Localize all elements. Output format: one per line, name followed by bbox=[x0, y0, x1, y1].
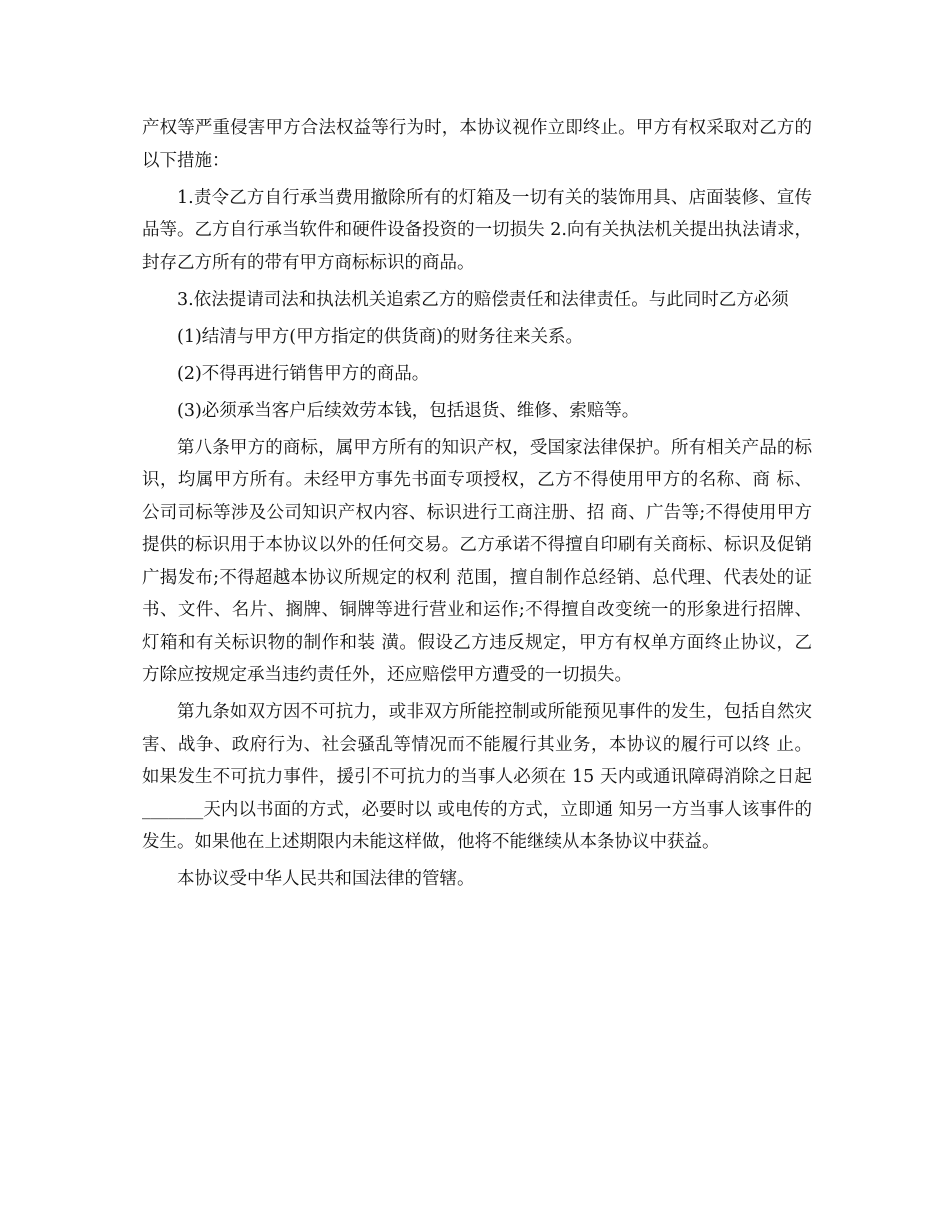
paragraph-obligation-2: (2)不得再进行销售甲方的商品。 bbox=[177, 363, 430, 384]
paragraph-intro: 产权等严重侵害甲方合法权益等行为时，本协议视作立即终止。甲方有权采取对乙方的 以下措施： bbox=[142, 118, 812, 171]
paragraph-obligation-3: (3)必须承当客户后续效劳本钱，包括退货、维修、索赔等。 bbox=[177, 400, 640, 421]
paragraph-governing-law: 本协议受中华人民共和国法律的管辖。 bbox=[177, 869, 475, 889]
paragraph-article-9: 第九条如双方因不可抗力，或非双方所能控制或所能预见事件的发生，包括自然灾害、战争、政府行为、社会骚乱等情况而不能履行其业务，本协议的履行可以终 止。如果发生不可抗力事件，援引不可抗力的当事人必须在 15 天内或通讯障碍消除之日起_______天内以书面的方式，必要时以 或电传的方式，立即通 知另一方当事人该事件的发生。如果他在上述期限内未能这样做，他将不能继续从本条协议中获益。 bbox=[142, 702, 812, 852]
paragraph-measure-3: 3.依法提请司法和执法机关追索乙方的赔偿责任和法律责任。与此同时乙方必须 bbox=[177, 289, 789, 310]
paragraph-obligation-1: (1)结清与甲方(甲方指定的供货商)的财务往来关系。 bbox=[177, 326, 583, 347]
paragraph-measure-1-2: 1.责令乙方自行承当费用撤除所有的灯箱及一切有关的装饰用具、店面装修、宣传品等。乙方自行承当软件和硬件设备投资的一切损失 2.向有关执法机关提出执法请求，封存乙方所有的带有甲方商标标识的商品。 bbox=[142, 187, 812, 273]
document-body bbox=[142, 112, 812, 900]
paragraph-article-8: 第八条甲方的商标，属甲方所有的知识产权，受国家法律保护。所有相关产品的标识，均属甲方所有。未经甲方事先书面专项授权，乙方不得使用甲方的名称、商 标、公司司标等涉及公司知识产权内容、标识进行工商注册、招 商、广告等;不得使用甲方提供的标识用于本协议以外的任何交易。乙方承诺不得擅自印刷有关商标、标识及促销广揭发布;不得超越本协议所规定的权利 范围，擅自制作总经销、总代理、代表处的证书、文件、名片、搁牌、铜牌等进行营业和运作;不得擅自改变统一的形象进行招牌、灯箱和有关标识物的制作和装 潢。假设乙方违反规定，甲方有权单方面终止协议，乙方除应按规定承当违约责任外，还应赔偿甲方遭受的一切损失。 bbox=[142, 437, 812, 685]
